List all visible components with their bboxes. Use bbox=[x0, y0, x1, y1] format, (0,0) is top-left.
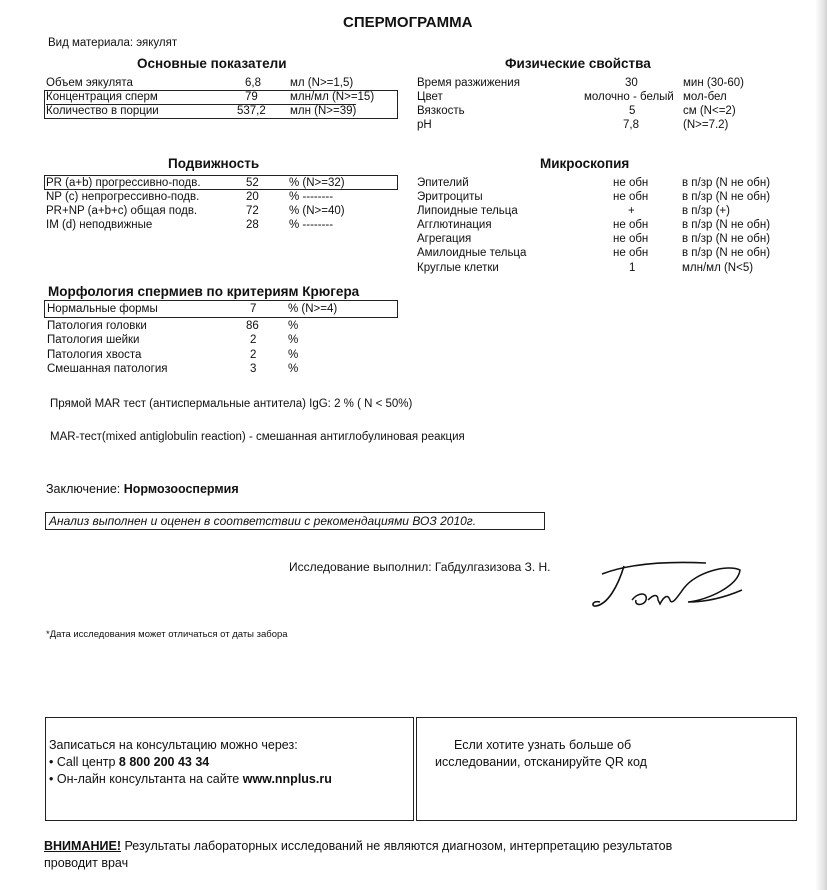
morphology-unit: % bbox=[288, 349, 299, 361]
table-row bbox=[46, 204, 386, 218]
who-note: Анализ выполнен и оценен в соответствии с рекомендациями ВОЗ 2010г. bbox=[45, 512, 545, 530]
physical-unit: см (N<=2) bbox=[683, 105, 736, 117]
physical-unit: (N>=7.2) bbox=[683, 119, 729, 131]
motility-value: 72 bbox=[246, 205, 259, 217]
indicator-name: Количество в порции bbox=[46, 105, 159, 117]
performer: Исследование выполнил: Габдулгазизова З. Н. bbox=[289, 560, 551, 574]
online-consultant-line bbox=[49, 771, 332, 788]
motility-unit: % (N>=40) bbox=[289, 205, 345, 217]
microscopy-value: не обн bbox=[613, 191, 649, 203]
material-type: Вид материала: эякулят bbox=[48, 37, 178, 49]
motility-name: NP (c) непрогрессивно-подв. bbox=[46, 191, 200, 203]
table-row bbox=[417, 261, 797, 275]
table-row bbox=[417, 218, 797, 232]
physical-name: pH bbox=[417, 119, 432, 131]
morphology-heading: Морфология спермиев по критериям Крюгера bbox=[48, 284, 360, 299]
table-row bbox=[417, 90, 797, 104]
motility-name: IM (d) неподвижные bbox=[46, 219, 153, 231]
table-row bbox=[46, 218, 386, 232]
physical-value: 5 bbox=[629, 105, 636, 117]
qr-text-line1: Если хотите узнать больше об bbox=[454, 738, 632, 752]
table-row bbox=[417, 104, 797, 118]
motility-name: PR (a+b) прогрессивно-подв. bbox=[46, 177, 201, 189]
morphology-value: 2 bbox=[250, 334, 257, 346]
motility-unit: % (N>=32) bbox=[289, 177, 345, 189]
signature bbox=[588, 556, 748, 620]
motility-unit: % -------- bbox=[289, 219, 334, 231]
motility-value: 28 bbox=[246, 219, 259, 231]
signature-drawing bbox=[588, 556, 748, 620]
physical-value: 30 bbox=[625, 77, 638, 89]
warning-label: ВНИМАНИЕ! bbox=[44, 839, 121, 853]
physical-unit: мин (30-60) bbox=[683, 77, 744, 89]
microscopy-value: + bbox=[628, 205, 635, 217]
website-link[interactable]: www.nnplus.ru bbox=[242, 772, 332, 786]
table-row bbox=[417, 176, 797, 190]
table-row bbox=[417, 76, 797, 90]
indicator-value: 6,8 bbox=[245, 77, 261, 89]
page-title: СПЕРМОГРАММА bbox=[343, 14, 473, 31]
physical-name: Вязкость bbox=[417, 105, 465, 117]
microscopy-unit: млн/мл (N<5) bbox=[682, 262, 754, 274]
physical-name: Время разжижения bbox=[417, 77, 520, 89]
microscopy-name: Эпителий bbox=[417, 177, 469, 189]
mar-mixed-test: MAR-тест(mixed antiglobulin reaction) - смешанная антиглобулиновая реакция bbox=[50, 431, 465, 443]
table-row bbox=[47, 333, 387, 347]
morphology-unit: % (N>=4) bbox=[288, 303, 338, 315]
microscopy-name: Амилоидные тельца bbox=[417, 247, 527, 259]
physical-heading: Физические свойства bbox=[505, 56, 651, 71]
motility-heading: Подвижность bbox=[168, 156, 260, 171]
microscopy-name: Эритроциты bbox=[417, 191, 483, 203]
mar-direct-test: Прямой MAR тест (антиспермальные антитела) IgG: 2 % ( N < 50%) bbox=[50, 398, 413, 410]
page-edge bbox=[815, 0, 827, 890]
table-row bbox=[47, 319, 387, 333]
microscopy-value: не обн bbox=[613, 247, 649, 259]
table-row bbox=[47, 348, 387, 362]
microscopy-unit: в п/зр (N не обн) bbox=[682, 219, 771, 231]
table-row bbox=[417, 118, 797, 132]
table-row bbox=[46, 104, 356, 119]
microscopy-name: Агглютинация bbox=[417, 219, 492, 231]
call-center-phone[interactable]: 8 800 200 43 34 bbox=[118, 755, 210, 769]
online-label: • Он-лайн консультанта на сайте bbox=[49, 772, 243, 786]
qr-text-line2: исследовании, отсканируйте QR код bbox=[435, 755, 647, 769]
call-center-label: • Call центр bbox=[49, 755, 119, 769]
morphology-value: 2 bbox=[250, 349, 257, 361]
morphology-value: 3 bbox=[250, 363, 257, 375]
indicator-value: 79 bbox=[245, 91, 258, 103]
table-row bbox=[417, 204, 797, 218]
indicator-value: 537,2 bbox=[237, 105, 266, 117]
table-row bbox=[417, 246, 797, 260]
conclusion-value: Нормозооспермия bbox=[123, 482, 239, 496]
morphology-name: Патология шейки bbox=[47, 334, 140, 346]
indicator-unit: млн/мл (N>=15) bbox=[290, 91, 375, 103]
morphology-value: 86 bbox=[246, 320, 259, 332]
motility-name: PR+NP (a+b+c) общая подв. bbox=[46, 205, 198, 217]
motility-value: 52 bbox=[246, 177, 259, 189]
microscopy-unit: в п/зр (N не обн) bbox=[682, 233, 771, 245]
table-row bbox=[47, 302, 387, 316]
physical-value: 7,8 bbox=[623, 119, 639, 131]
microscopy-name: Липоидные тельца bbox=[417, 205, 518, 217]
microscopy-unit: в п/зр (N не обн) bbox=[682, 247, 771, 259]
motility-value: 20 bbox=[246, 191, 259, 203]
morphology-name: Патология хвоста bbox=[47, 349, 142, 361]
motility-unit: % -------- bbox=[289, 191, 334, 203]
microscopy-unit: в п/зр (N не обн) bbox=[682, 177, 771, 189]
morphology-unit: % bbox=[288, 363, 299, 375]
table-row bbox=[46, 176, 386, 190]
table-row bbox=[417, 190, 797, 204]
warning bbox=[44, 838, 784, 855]
indicator-name: Объем эякулята bbox=[46, 77, 133, 89]
microscopy-value: 1 bbox=[629, 262, 636, 274]
indicator-unit: млн (N>=39) bbox=[290, 105, 357, 117]
morphology-name: Смешанная патология bbox=[47, 363, 168, 375]
morphology-name: Нормальные формы bbox=[47, 303, 158, 315]
table-row bbox=[46, 190, 386, 204]
microscopy-unit: в п/зр (+) bbox=[682, 205, 730, 217]
microscopy-unit: в п/зр (N не обн) bbox=[682, 191, 771, 203]
microscopy-name: Круглые клетки bbox=[417, 262, 499, 274]
microscopy-value: не обн bbox=[613, 177, 649, 189]
table-row bbox=[47, 362, 387, 376]
morphology-name: Патология головки bbox=[47, 320, 147, 332]
warning-text: Результаты лабораторных исследований не являются диагнозом, интерпретацию результатов bbox=[124, 839, 673, 853]
indicator-name: Концентрация сперм bbox=[46, 91, 158, 103]
physical-value: молочно - белый bbox=[584, 91, 674, 103]
table-row bbox=[417, 232, 797, 246]
conclusion-label: Заключение: bbox=[46, 482, 121, 496]
indicator-unit: мл (N>=1,5) bbox=[290, 77, 354, 89]
microscopy-value: не обн bbox=[613, 219, 649, 231]
microscopy-name: Агрегация bbox=[417, 233, 472, 245]
physical-name: Цвет bbox=[417, 91, 443, 103]
conclusion bbox=[46, 482, 239, 496]
morphology-unit: % bbox=[288, 334, 299, 346]
call-center-line bbox=[49, 754, 209, 771]
qr-box bbox=[416, 717, 797, 821]
morphology-unit: % bbox=[288, 320, 299, 332]
date-note: *Дата исследования может отличаться от даты забора bbox=[46, 629, 288, 640]
microscopy-value: не обн bbox=[613, 233, 649, 245]
consultation-box bbox=[45, 717, 414, 821]
morphology-value: 7 bbox=[250, 303, 257, 315]
table-row bbox=[46, 90, 375, 105]
main-indicators-heading: Основные показатели bbox=[137, 56, 287, 71]
table-row bbox=[46, 76, 356, 91]
physical-unit: мол-бел bbox=[683, 91, 727, 103]
warning-text-continued: проводит врач bbox=[44, 856, 129, 870]
microscopy-heading: Микроскопия bbox=[540, 156, 630, 171]
consultation-intro: Записаться на консультацию можно через: bbox=[49, 738, 298, 752]
